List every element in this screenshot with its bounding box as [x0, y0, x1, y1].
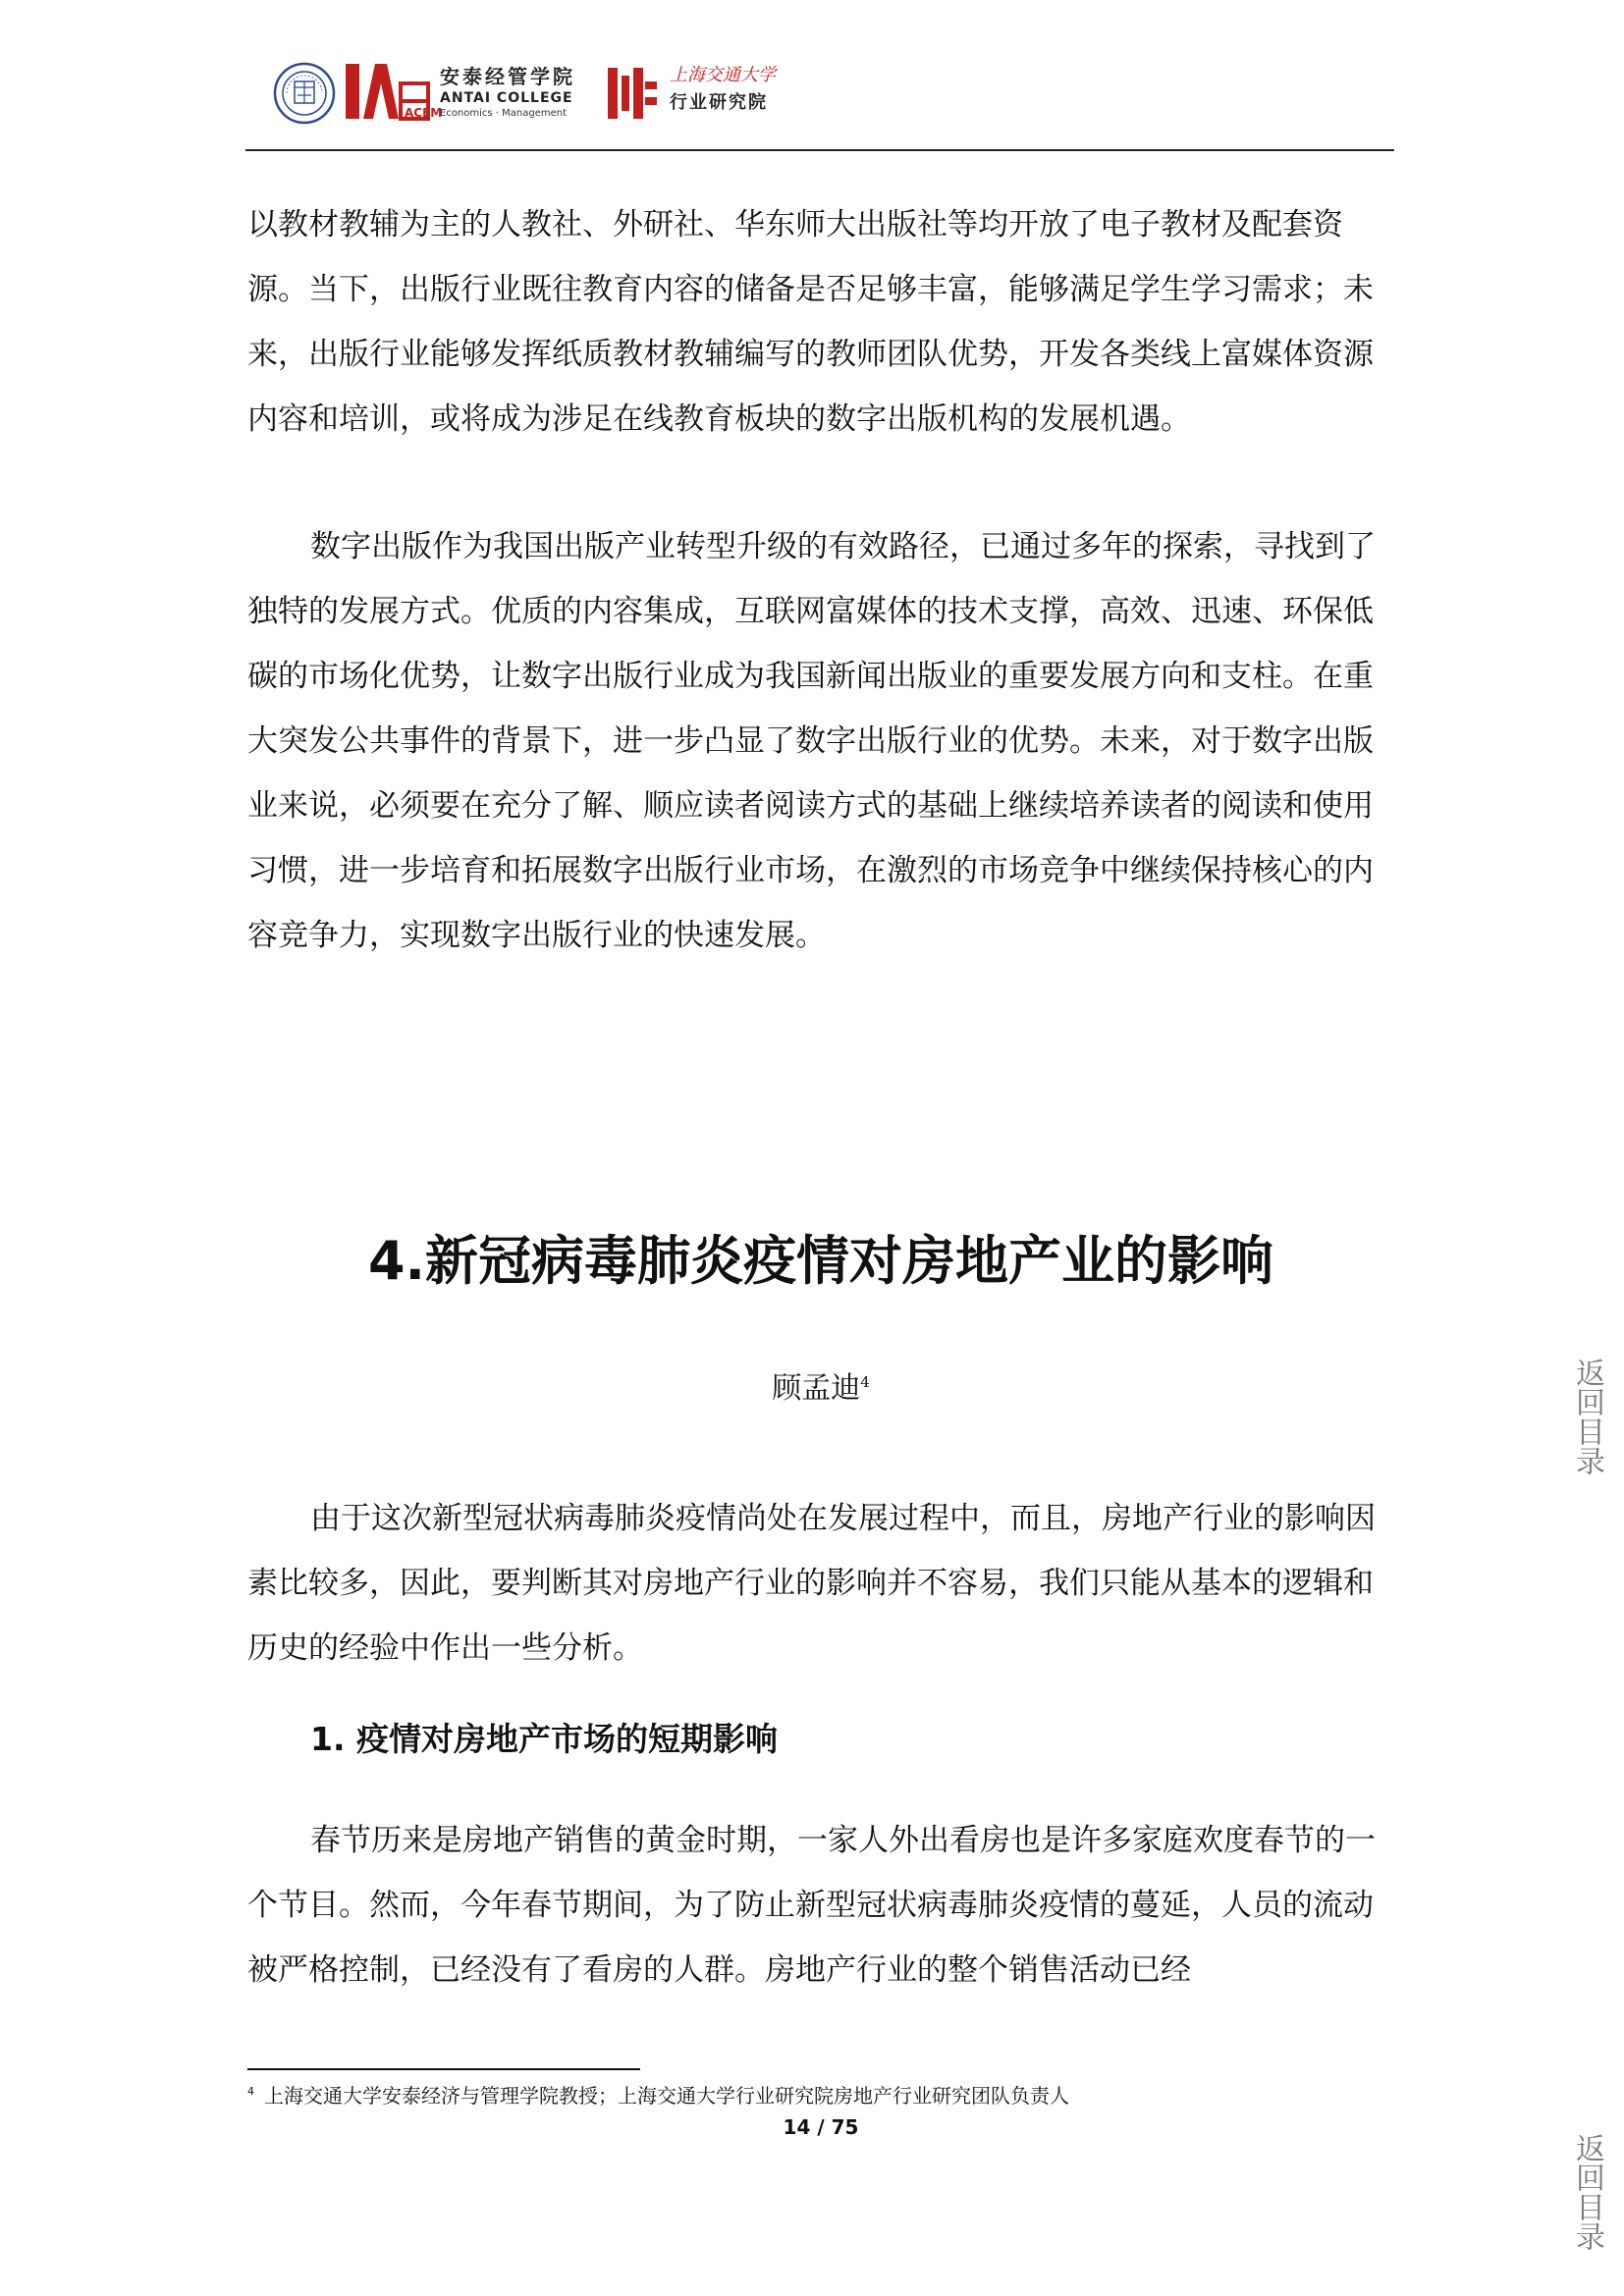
institute-name: 行业研究院: [670, 92, 768, 113]
back-to-toc-link-bottom[interactable]: 返回目录: [1570, 2133, 1604, 2251]
subsection-heading: 1. 疫情对房地产市场的短期影响: [310, 1720, 778, 1758]
back-to-toc-link[interactable]: 返回目录: [1570, 1358, 1604, 1475]
antai-cn-name: 安泰经管学院: [440, 65, 575, 88]
page-header: [245, 54, 1394, 152]
sjtu-seal-logo: [273, 62, 336, 125]
paragraph-2: 数字出版作为我国出版产业转型升级的有效路径，已通过多年的探索，寻找到了独特的发展方式。优质的内容集成，互联网富媒体的技术支撑，高效、迅速、环保低碳的市场化优势，让数字出版行业成为我国新闻出版业的重要发展方向和支柱。在重大突发公共事件的背景下，进一步凸显了数字出版行业的优势。未来，对于数字出版业来说，必须要在充分了解、顺应读者阅读方式的基础上继续培养读者的阅读和使用习惯，进一步培育和拓展数字出版行业市场，在激烈的市场竞争中继续保持核心的内容竞争力，实现数字出版行业的快速发展。: [247, 529, 1376, 953]
author-line: [247, 1364, 1394, 1414]
author-name: 顾孟迪: [772, 1371, 861, 1406]
footnote-text: 上海交通大学安泰经济与管理学院教授；上海交通大学行业研究院房地产行业研究团队负责人: [264, 2084, 1069, 2108]
footnote-mark: 4: [247, 2085, 254, 2099]
footnote: [247, 2081, 1394, 2110]
sjtu-institute-wordmark: [670, 62, 807, 131]
acem-logo: [344, 60, 443, 123]
antai-college-wordmark: [440, 64, 587, 129]
acem-mark-text: ACEM: [405, 106, 443, 120]
header-divider: [245, 149, 1394, 151]
industry-institute-logo-mark: [604, 62, 659, 125]
author-footnote-ref[interactable]: 4: [860, 1373, 870, 1391]
section-title: 4.新冠病毒肺炎疫情对房地产业的影响: [367, 1230, 1274, 1292]
sjtu-name: 上海交通大学: [670, 65, 776, 85]
antai-en-subname: Economics · Management: [440, 108, 568, 119]
antai-en-name: ANTAI COLLEGE: [440, 90, 573, 106]
paragraph-4: 春节历来是房地产销售的黄金时期，一家人外出看房也是许多家庭欢度春节的一个节目。然而，今年春节期间，为了防止新型冠状病毒肺炎疫情的蔓延，人员的流动被严格控制，已经没有了看房的人群。房地产行业的整个销售活动已经: [247, 1823, 1376, 1988]
paragraph-3: 由于这次新型冠状病毒肺炎疫情尚处在发展过程中，而且，房地产行业的影响因素比较多，因此，要判断其对房地产行业的影响并不容易，我们只能从基本的逻辑和历史的经验中作出一些分析。: [247, 1501, 1376, 1666]
page-number: 14 / 75: [783, 2115, 859, 2139]
footnote-divider: [247, 2068, 640, 2070]
paragraph-1: 以教材教辅为主的人教社、外研社、华东师大出版社等均开放了电子教材及配套资源。当下，出版行业既往教育内容的储备是否足够丰富，能够满足学生学习需求；未来，出版行业能够发挥纸质教材教辅编写的教师团队优势，开发各类线上富媒体资源内容和培训，或将成为涉足在线教育板块的数字出版机构的发展机遇。: [247, 207, 1374, 437]
